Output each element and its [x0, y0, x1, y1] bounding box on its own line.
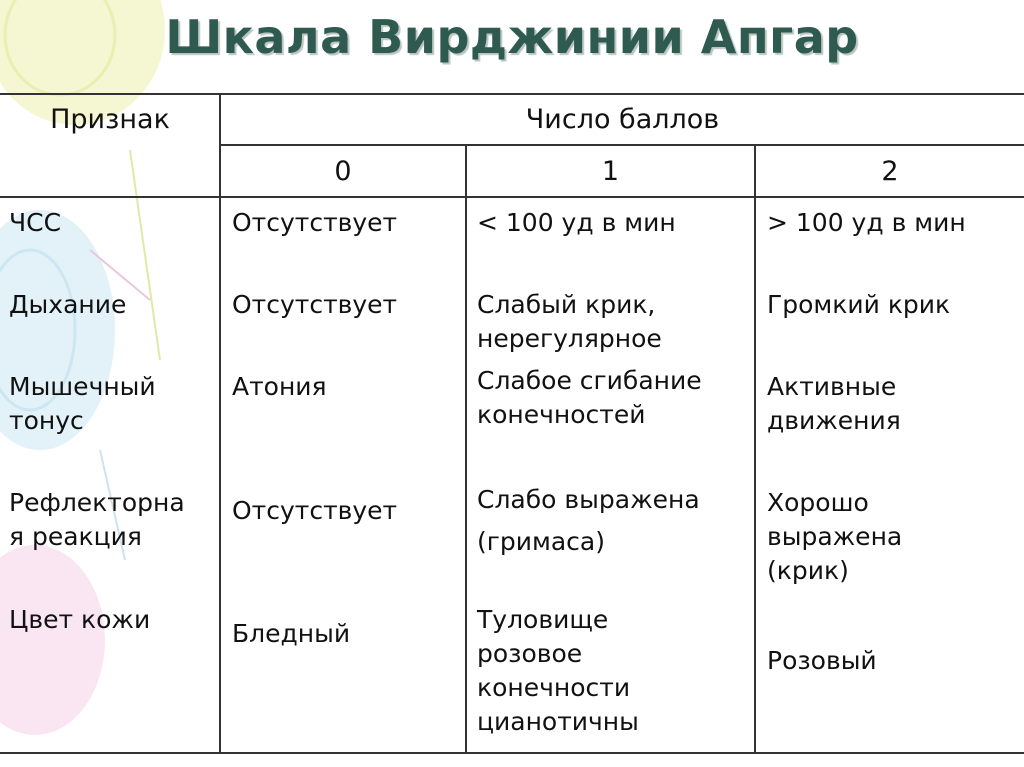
header-sign: Признак — [50, 104, 170, 135]
cell-score0-skin-color: Бледный — [232, 619, 351, 648]
cell-score2-reflex: Хорошо выражена (крик) — [767, 488, 903, 585]
cell-score2-breathing: Громкий крик — [767, 290, 951, 319]
cell-score1-reflex: Слабо выражена (гримаса) — [477, 485, 700, 556]
header-col-0: 0 — [334, 156, 352, 187]
cell-sign-reflex: Рефлекторна я реакция — [9, 488, 185, 551]
header-bottom-border — [0, 196, 1024, 198]
cell-score0-reflex: Отсутствует — [232, 496, 398, 525]
column-divider-2 — [465, 144, 467, 754]
page-title: Шкала Вирджинии Апгар — [165, 10, 859, 64]
cell-score2-muscle-tone: Активные движения — [767, 372, 901, 435]
header-col-1: 1 — [601, 156, 620, 187]
header-score: Число баллов — [525, 104, 720, 135]
cell-score0-muscle-tone: Атония — [232, 372, 327, 401]
cell-score2-hr: > 100 уд в мин — [767, 208, 966, 237]
column-divider-3 — [754, 144, 756, 754]
table-bottom-border — [0, 752, 1024, 754]
cell-score0-breathing: Отсутствует — [232, 290, 398, 319]
cell-score1-muscle-tone: Слабое сгибание конечностей — [477, 366, 702, 429]
cell-score1-breathing: Слабый крик, нерегулярное — [477, 290, 662, 353]
cell-score1-skin-color: Туловище розовое конечности цианотичны — [477, 605, 639, 736]
table-top-border — [0, 93, 1024, 95]
cell-sign-skin-color: Цвет кожи — [9, 605, 151, 634]
column-divider-1 — [219, 93, 221, 754]
cell-score0-hr: Отсутствует — [232, 208, 398, 237]
header-col-2: 2 — [881, 156, 899, 187]
cell-sign-hr: ЧСС — [9, 208, 62, 237]
cell-sign-breathing: Дыхание — [9, 290, 127, 319]
cell-score2-skin-color: Розовый — [767, 646, 877, 675]
cell-score1-hr: < 100 уд в мин — [477, 208, 676, 237]
header-divider-line — [220, 144, 1024, 146]
cell-sign-muscle-tone: Мышечный тонус — [9, 372, 156, 435]
